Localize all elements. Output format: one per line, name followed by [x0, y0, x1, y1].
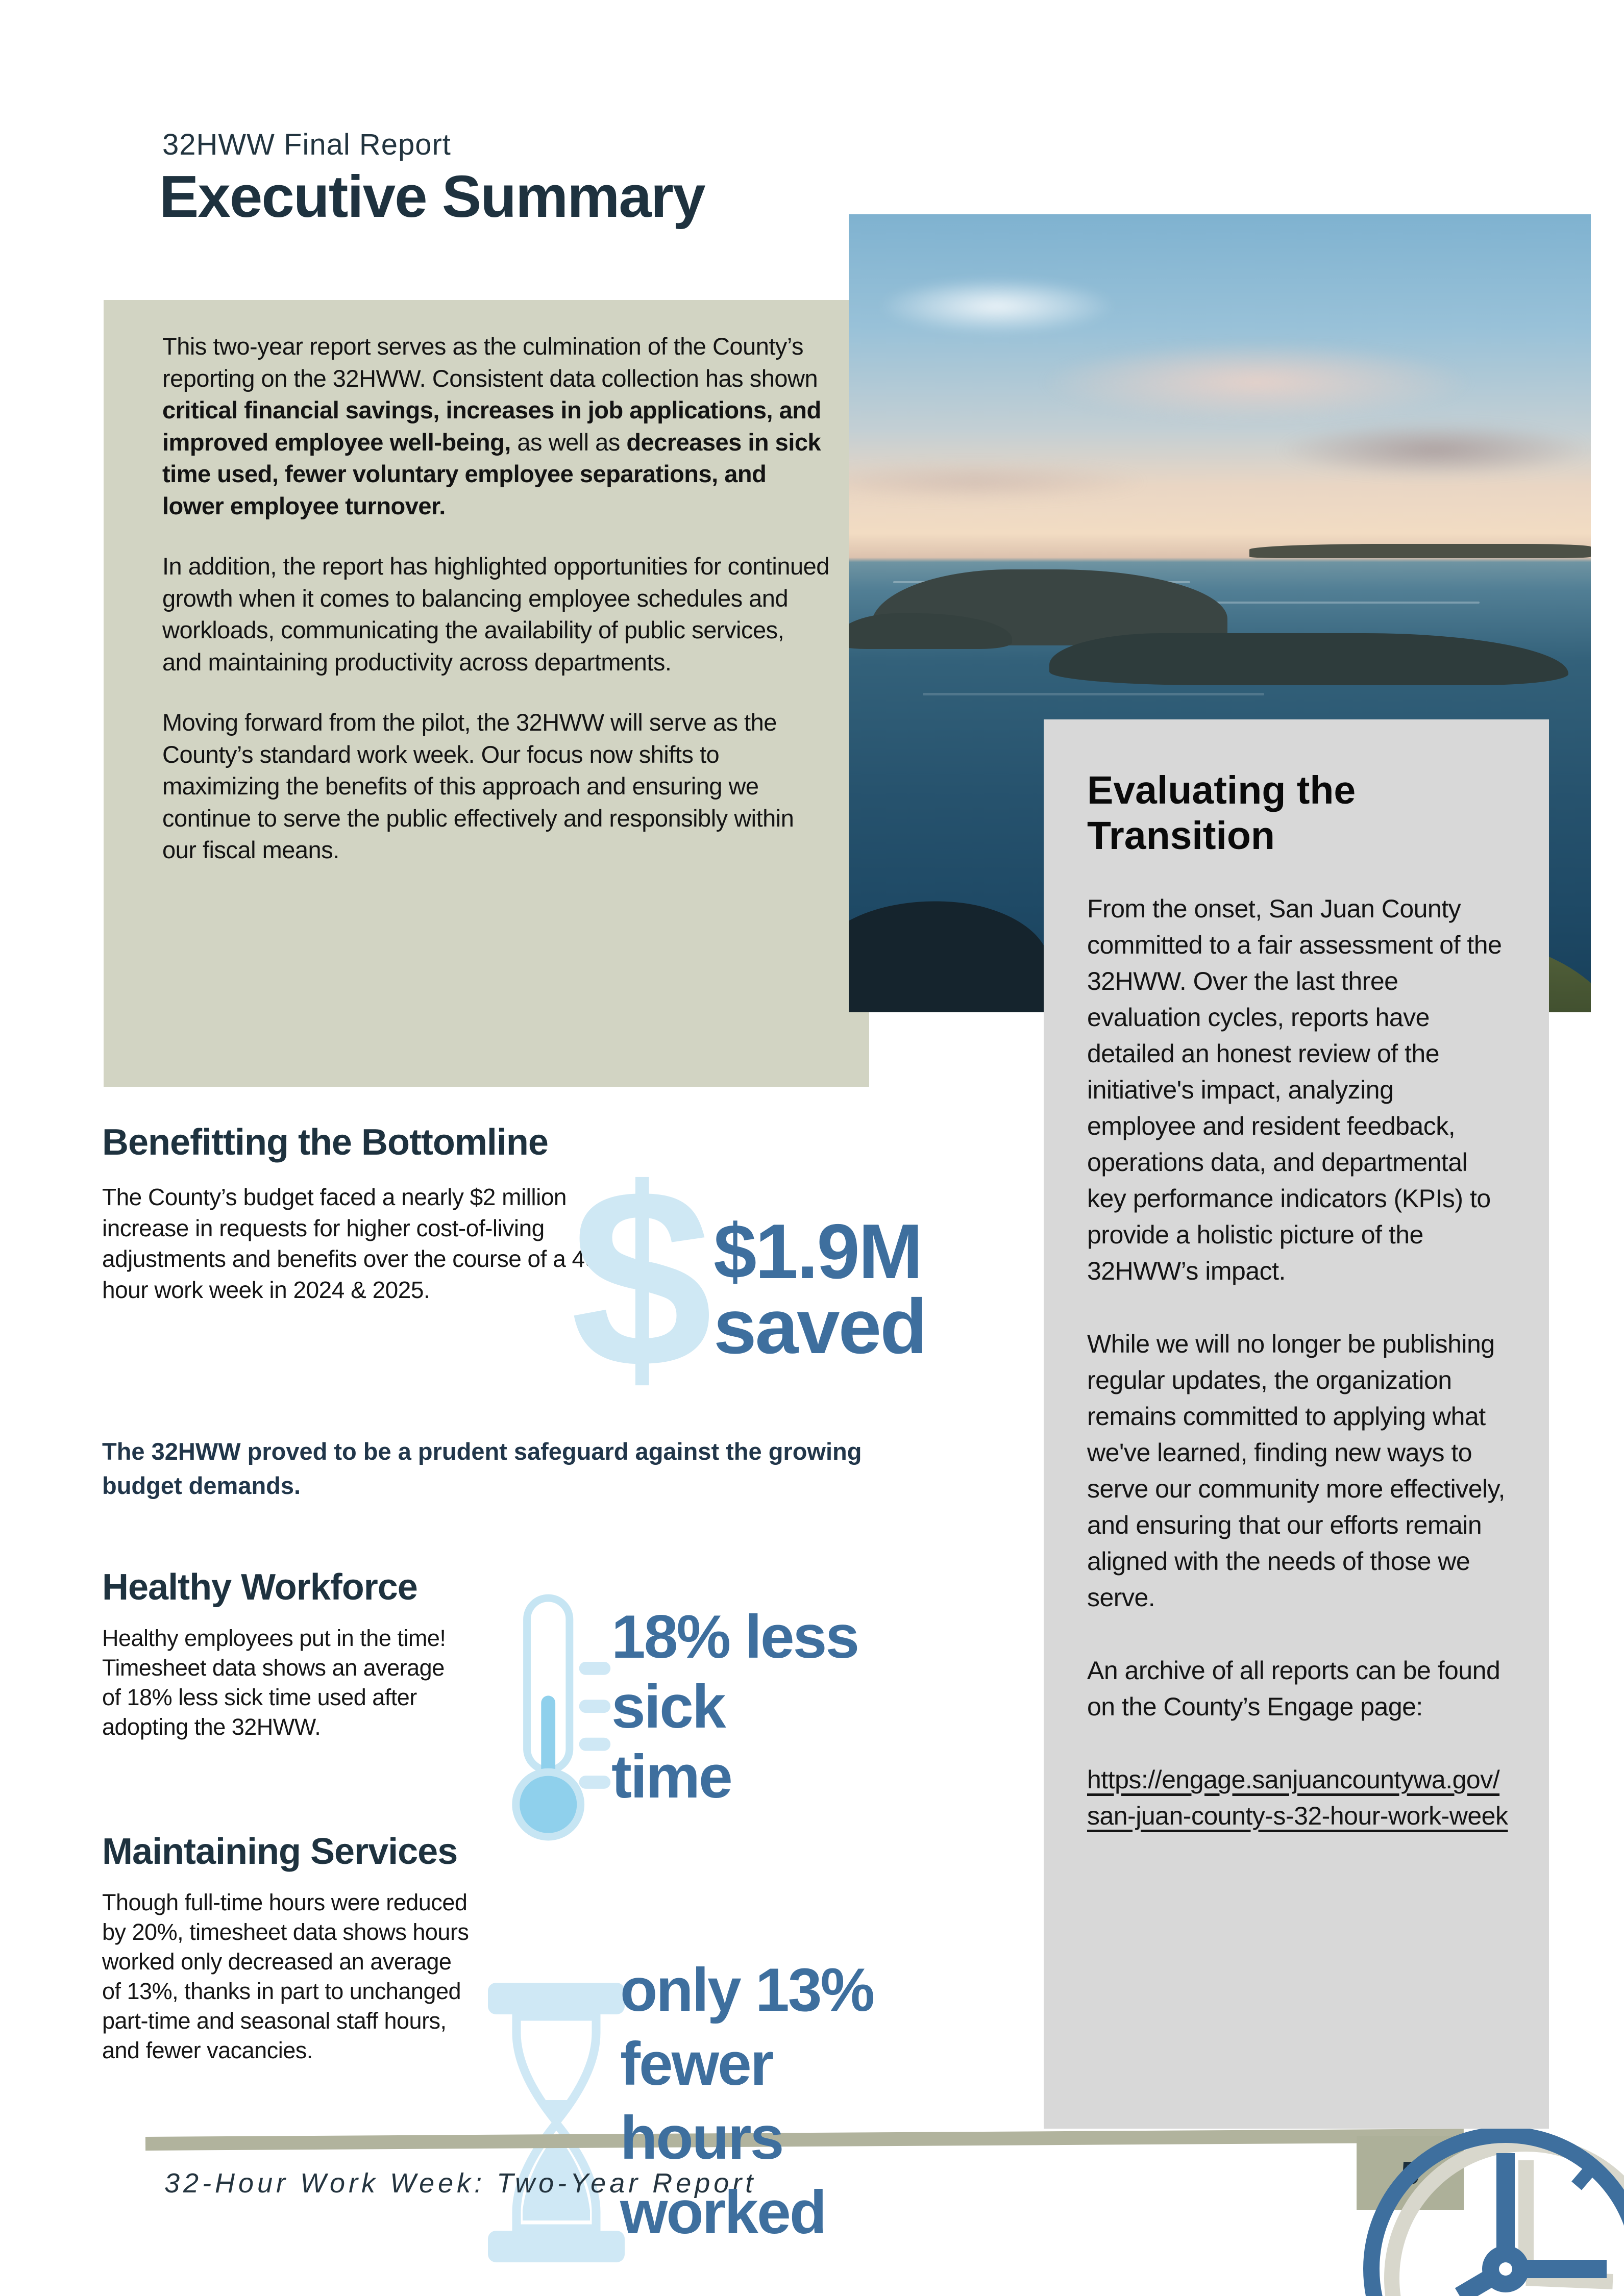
stat-line: only 13% [620, 1956, 874, 2024]
stat-line: 18% less [611, 1603, 858, 1671]
clock-icon [1327, 2129, 1624, 2296]
stat-sick-time [611, 1602, 858, 1811]
stat-line: $1.9M [713, 1208, 922, 1295]
cloud-shape [878, 278, 1116, 334]
intro-summary-box [104, 300, 869, 1087]
intro-paragraph: Moving forward from the pilot, the 32HWW will serve as the County’s standard work week. Our focus now shifts to maximizing the benefits of this approach and ensuring we continue to serve the public effectively and responsibly within our fiscal means. [162, 709, 794, 863]
section-body-maintaining-services: Though full-time hours were reduced by 20%, timesheet data shows hours worked only decreased an average of 13%, thanks in part to unchanged part-time and seasonal staff hours, and fewer vacancies. [102, 1889, 469, 2064]
distant-shoreline [1249, 544, 1591, 558]
section-heading-maintaining-services: Maintaining Services [102, 1831, 458, 1872]
stat-line: fewer [620, 2030, 773, 2099]
footer-report-title: 32-Hour Work Week: Two-Year Report [164, 2168, 757, 2199]
stat-line: saved [713, 1283, 926, 1370]
sidebar-paragraph: While we will no longer be publishing regular updates, the organization remains committed to applying what we've learned, finding new ways to serve our community more effectively, and ensuring that our efforts remain aligned with the needs of those we serve. [1087, 1329, 1505, 1612]
sidebar-heading: Evaluating the Transition [1087, 768, 1356, 858]
section-heading-benefitting-bottomline: Benefitting the Bottomline [102, 1122, 548, 1163]
stat-savings [713, 1208, 926, 1370]
section-body-healthy-workforce: Healthy employees put in the time! Timesheet data shows an average of 18% less sick time used after adopting the 32HWW. [102, 1625, 446, 1740]
sidebar-paragraph: An archive of all reports can be found on the County’s Engage page: [1087, 1656, 1500, 1721]
cloud-shape [849, 462, 1146, 502]
hourglass-icon [485, 1980, 628, 2265]
page-number: 5 [1401, 2154, 1419, 2191]
stat-line: sick [611, 1672, 725, 1741]
section-body-benefitting-bottomline: The County’s budget faced a nearly $2 million increase in requests for higher cost-of-living adjustments and benefits over the course of a 40-hour work week in 2024 & 2025. [102, 1184, 605, 1304]
stat-line: time [611, 1742, 731, 1811]
cloud-shape [1279, 422, 1591, 478]
stat-line: hours [620, 2104, 783, 2173]
thermometer-icon [499, 1591, 621, 1849]
sidebar-link-paragraph [1087, 1762, 1508, 1834]
sidebar-paragraph: From the onset, San Juan County committed to a fair assessment of the 32HWW. Over the last three evaluation cycles, reports have detailed an honest review of the initiative's impact, analyzing employee and resident feedback, operations data, and departmental key performance indicators (KPIs) to provide a holistic picture of the 32HWW’s impact. [1087, 894, 1502, 1285]
engage-page-link[interactable]: https://engage.sanjuancountywa.gov/san-juan-county-s-32-hour-work-week [1087, 1765, 1508, 1830]
intro-paragraph: In addition, the report has highlighted opportunities for continued growth when it comes to balancing employee schedules and workloads, communicating the availability of public services, and maintaining productivity across departments. [162, 553, 829, 676]
cloud-shape [1042, 342, 1472, 421]
foreground-rocks [849, 892, 1053, 1012]
section-heading-healthy-workforce: Healthy Workforce [102, 1567, 417, 1608]
intro-paragraph: This two-year report serves as the culmination of the County’s reporting on the 32HWW. Consistent data collection has shown critical financial savings, increases in job applications, and improved employee well-being, as well as decreases in sick time used, fewer voluntary employee separations, and lower employee turnover. [162, 333, 821, 519]
stat-hours-worked [620, 1953, 873, 2250]
water-highlight [923, 693, 1264, 695]
stat-callout: The 32HWW proved to be a prudent safeguard against the growing budget demands. [102, 1438, 862, 1499]
stat-line: worked [620, 2178, 826, 2247]
page-title: Executive Summary [159, 163, 705, 230]
sidebar-evaluating-transition [1044, 719, 1549, 2129]
rock-reef [1049, 633, 1569, 685]
report-kicker: 32HWW Final Report [162, 128, 451, 161]
dollar-sign-icon: $ [571, 1135, 713, 1420]
